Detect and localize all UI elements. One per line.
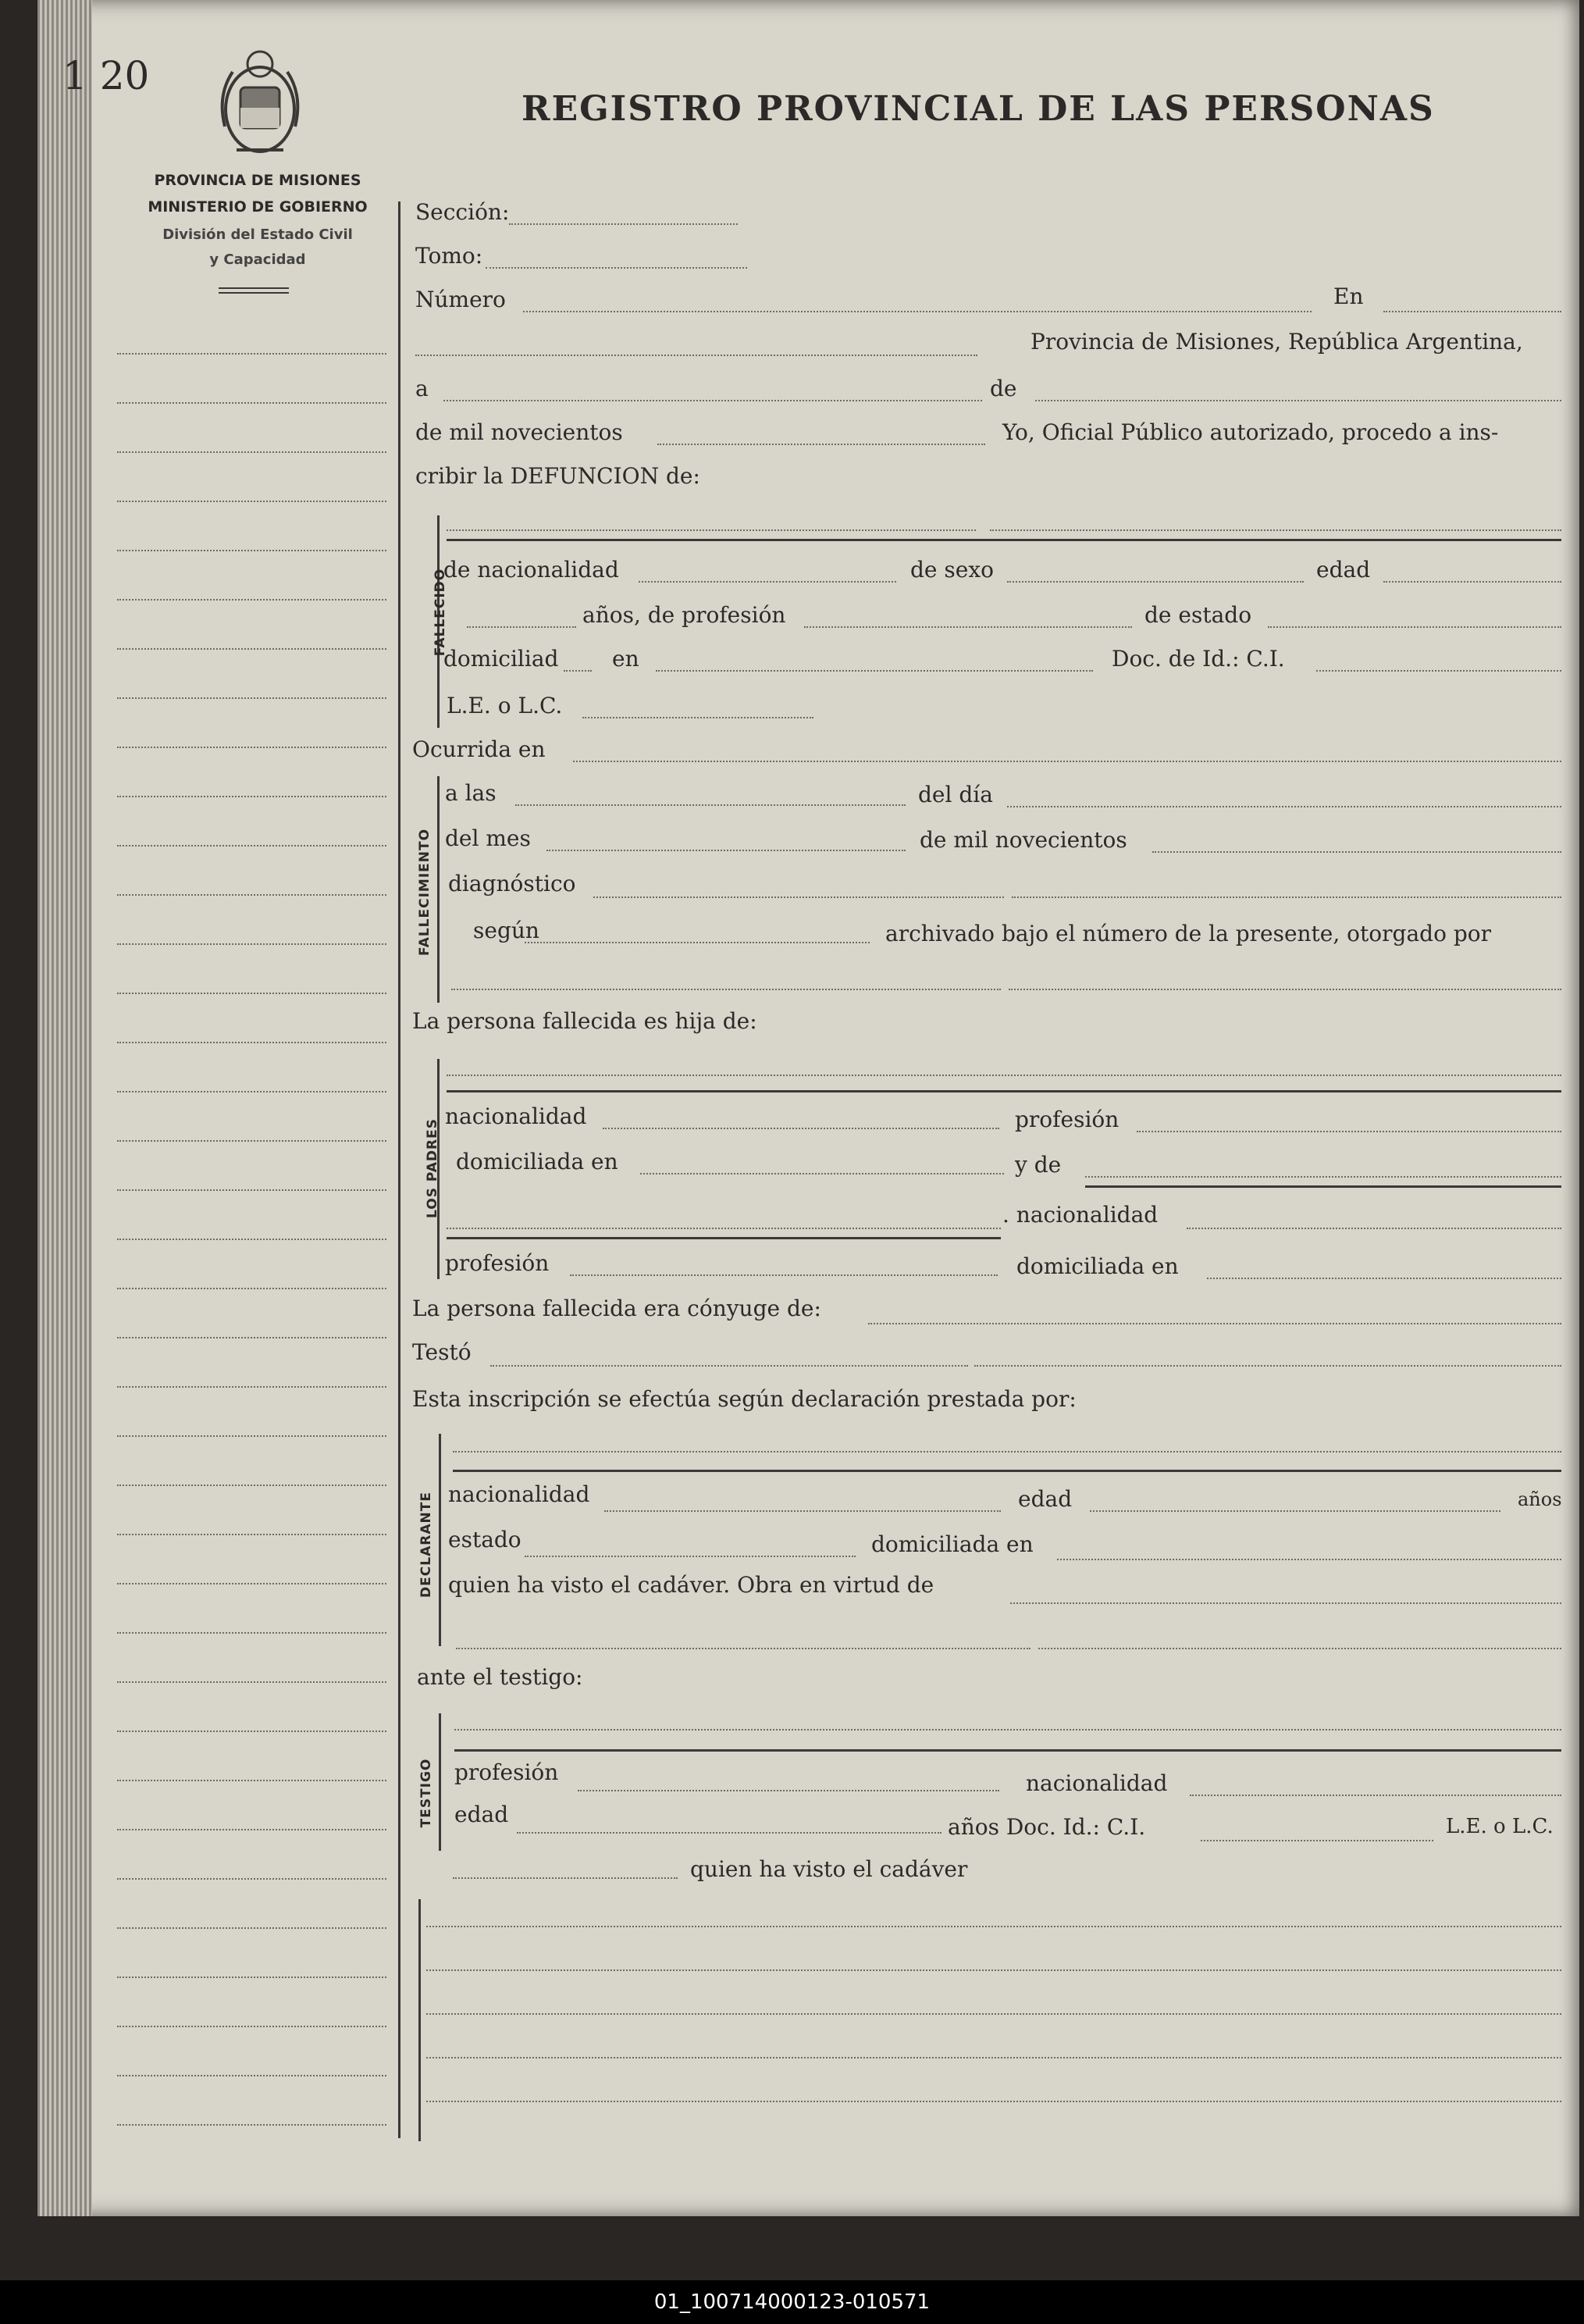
margin-note-line[interactable]	[117, 1091, 386, 1092]
madre-nacionalidad-field[interactable]	[1187, 1228, 1561, 1229]
padre-profesion-field[interactable]	[1137, 1131, 1561, 1132]
testigo-nombre-field[interactable]	[454, 1729, 1561, 1731]
margin-note-line[interactable]	[117, 1435, 386, 1437]
declarante-nacionalidad-label: nacionalidad	[448, 1481, 590, 1507]
margin-note-line[interactable]	[117, 501, 386, 502]
doc-label: Doc. de Id.: C.I.	[1112, 646, 1285, 672]
segun-label: según	[473, 918, 539, 943]
place-field[interactable]	[415, 355, 977, 356]
ci-field[interactable]	[1316, 670, 1561, 672]
madre-profesion-label: profesión	[445, 1250, 550, 1276]
page-edges	[37, 0, 92, 2216]
fallecido-side-label: FALLECIDO	[432, 568, 448, 657]
mes-field[interactable]	[546, 850, 906, 851]
cribir-label: cribir la DEFUNCION de:	[415, 463, 700, 489]
declarante-edad-label: edad	[1018, 1486, 1073, 1512]
year-field[interactable]	[657, 444, 985, 445]
header-underline	[219, 287, 289, 289]
padre-domicilio-field[interactable]	[640, 1173, 1004, 1174]
a-las-label: a las	[445, 780, 497, 806]
note-line[interactable]	[426, 2101, 1561, 2102]
sexo-label: de sexo	[910, 557, 994, 583]
domiciliad-suffix-field[interactable]	[564, 670, 592, 672]
edad-label: edad	[1316, 557, 1371, 583]
de-field[interactable]	[1035, 400, 1561, 401]
note-line[interactable]	[426, 1969, 1561, 1971]
padre-nacionalidad-field[interactable]	[603, 1128, 999, 1129]
margin-note-line[interactable]	[117, 1681, 386, 1683]
margin-note-line[interactable]	[117, 993, 386, 994]
estado-label: de estado	[1144, 602, 1252, 628]
le-lc-label: L.E. o L.C.	[447, 693, 563, 718]
madre-profesion-field[interactable]	[570, 1274, 998, 1276]
madre-nacionalidad-label: . nacionalidad	[1002, 1202, 1159, 1228]
declarante-rule	[453, 1470, 1561, 1472]
note-line[interactable]	[426, 2013, 1561, 2015]
en-label: En	[1333, 283, 1364, 309]
declarante-nacionalidad-field[interactable]	[604, 1510, 1001, 1512]
declarante-estado-label: estado	[448, 1527, 521, 1552]
margin-note-line[interactable]	[117, 796, 386, 797]
margin-note-line[interactable]	[117, 353, 386, 355]
margin-note-line[interactable]	[117, 1239, 386, 1240]
declarante-bracket	[439, 1434, 441, 1646]
tomo-label: Tomo:	[415, 243, 483, 269]
ante-testigo-label: ante el testigo:	[417, 1664, 583, 1690]
testigo-quien-label: quien ha visto el cadáver	[690, 1856, 968, 1882]
seccion-label: Sección:	[415, 199, 510, 225]
madre-rule-2	[447, 1237, 1001, 1239]
margin-note-line[interactable]	[117, 1288, 386, 1289]
sexo-field[interactable]	[1007, 581, 1304, 583]
margin-note-line[interactable]	[117, 845, 386, 847]
margin-note-line[interactable]	[117, 2026, 386, 2027]
otorgado-field-1[interactable]	[451, 989, 1001, 990]
testo-field-2[interactable]	[974, 1365, 1561, 1367]
margin-note-line[interactable]	[117, 1189, 386, 1191]
margin-note-line[interactable]	[117, 1976, 386, 1978]
testigo-edad-label: edad	[454, 1802, 509, 1827]
note-line[interactable]	[426, 2057, 1561, 2058]
margin-note-line[interactable]	[117, 1534, 386, 1535]
margin-note-line[interactable]	[117, 1386, 386, 1388]
margin-note-line[interactable]	[117, 1485, 386, 1486]
testigo-rule	[454, 1749, 1561, 1752]
hija-de-label: La persona fallecida es hija de:	[412, 1008, 757, 1034]
margin-note-line[interactable]	[117, 1042, 386, 1043]
segun-field[interactable]	[525, 942, 870, 943]
y-de-label: y de	[1015, 1152, 1062, 1178]
del-dia-label: del día	[918, 782, 993, 807]
margin-note-line[interactable]	[117, 550, 386, 551]
margin-note-line[interactable]	[117, 2124, 386, 2126]
margin-note-line[interactable]	[117, 648, 386, 650]
declarante-domicilio-field[interactable]	[1057, 1559, 1561, 1560]
margin-note-line[interactable]	[117, 1927, 386, 1929]
madre-domiciliada-label: domiciliada en	[1016, 1253, 1179, 1279]
diagnostico-field-2[interactable]	[1012, 896, 1561, 898]
name-rule	[447, 539, 1561, 541]
declarante-extra-field-1[interactable]	[456, 1648, 1030, 1649]
ministry-label: MINISTERIO DE GOBIERNO	[148, 198, 368, 216]
testigo-side-label: TESTIGO	[418, 1758, 434, 1828]
padres-side-label: LOS PADRES	[425, 1118, 440, 1218]
margin-note-line[interactable]	[117, 1878, 386, 1880]
declarante-edad-field[interactable]	[1090, 1510, 1500, 1512]
le-lc-field[interactable]	[582, 717, 813, 718]
margin-note-line[interactable]	[117, 894, 386, 896]
hora-field[interactable]	[515, 804, 906, 806]
margin-note-line[interactable]	[117, 1731, 386, 1732]
estado-field[interactable]	[1268, 626, 1561, 628]
padre-nacionalidad-label: nacionalidad	[445, 1103, 587, 1129]
declarante-nombre-field[interactable]	[453, 1451, 1561, 1452]
de-mil-novecientos-label: de mil novecientos	[920, 827, 1127, 853]
margin-divider	[398, 201, 400, 2138]
madre-nombre-field-1[interactable]	[1085, 1176, 1561, 1178]
testigo-nacionalidad-label: nacionalidad	[1026, 1770, 1168, 1796]
declarante-side-label: DECLARANTE	[418, 1492, 434, 1598]
notes-bracket	[418, 1899, 421, 2141]
madre-rule	[1085, 1185, 1561, 1188]
name-field-2[interactable]	[990, 529, 1561, 531]
testigo-edad-field[interactable]	[517, 1832, 942, 1834]
testo-field-1[interactable]	[490, 1365, 968, 1367]
dia-field[interactable]	[1007, 806, 1561, 807]
margin-note-line[interactable]	[117, 1337, 386, 1338]
a-label: a	[415, 376, 429, 401]
division-label-1: División del Estado Civil	[162, 226, 353, 243]
declaracion-label: Esta inscripción se efectúa según declaración prestada por:	[412, 1386, 1077, 1412]
fallecimiento-side-label: FALLECIMIENTO	[417, 828, 432, 956]
declarante-estado-field[interactable]	[525, 1556, 856, 1557]
testo-label: Testó	[412, 1339, 472, 1365]
margin-note-line[interactable]	[117, 599, 386, 601]
madre-nombre-field-2[interactable]	[447, 1228, 1001, 1229]
testigo-le-lc-field[interactable]	[453, 1877, 678, 1879]
testigo-nacionalidad-field[interactable]	[1190, 1795, 1561, 1796]
testigo-ci-field[interactable]	[1201, 1840, 1433, 1841]
numero-field[interactable]	[523, 311, 1312, 312]
anos-field[interactable]	[467, 626, 576, 628]
fallecido-nacionalidad-label: de nacionalidad	[443, 557, 619, 583]
margin-note-line[interactable]	[117, 747, 386, 748]
archivado-label: archivado bajo el número de la presente, otorgado por	[885, 921, 1491, 946]
domicilio-field[interactable]	[656, 670, 1093, 672]
edad-field[interactable]	[1383, 581, 1561, 583]
fallecido-nacionalidad-field[interactable]	[639, 581, 896, 583]
declarante-anos-label: años	[1518, 1488, 1562, 1510]
margin-note-line[interactable]	[117, 1140, 386, 1142]
domicilio-en-label: en	[612, 646, 639, 672]
oficial-label: Yo, Oficial Público autorizado, procedo a ins-	[1002, 419, 1499, 445]
del-mes-label: del mes	[445, 825, 531, 851]
header-underline-2	[219, 292, 289, 294]
ocurrida-label: Ocurrida en	[412, 736, 546, 762]
en-field[interactable]	[1383, 311, 1561, 312]
conyuge-label: La persona fallecida era cónyuge de:	[412, 1296, 821, 1321]
declarante-extra-field-2[interactable]	[1038, 1648, 1561, 1649]
numero-label: Número	[415, 287, 506, 312]
coat-of-arms-emblem	[209, 41, 311, 166]
margin-note-line[interactable]	[117, 1829, 386, 1830]
padre-profesion-label: profesión	[1015, 1107, 1119, 1132]
madre-domicilio-field[interactable]	[1207, 1278, 1561, 1279]
margin-note-line[interactable]	[117, 1583, 386, 1584]
margin-note-line[interactable]	[117, 943, 386, 945]
province-label: PROVINCIA DE MISIONES	[154, 172, 361, 189]
testigo-profesion-label: profesión	[454, 1759, 559, 1785]
margin-note-line[interactable]	[117, 402, 386, 404]
division-label-2: y Capacidad	[209, 251, 306, 268]
padre-rule	[447, 1090, 1561, 1092]
otorgado-field-2[interactable]	[1009, 989, 1561, 990]
declarante-domiciliada-label: domiciliada en	[871, 1531, 1034, 1557]
margin-note-line[interactable]	[117, 2075, 386, 2076]
declarante-virtud-field[interactable]	[1010, 1602, 1561, 1604]
testigo-profesion-field[interactable]	[578, 1790, 999, 1791]
a-field[interactable]	[443, 400, 982, 401]
margin-note-line[interactable]	[117, 697, 386, 699]
footer-id: 01_100714000123-010571	[0, 2280, 1584, 2324]
testigo-bracket	[439, 1713, 441, 1851]
ocurrida-field[interactable]	[573, 761, 1561, 762]
anio-fallecimiento-field[interactable]	[1152, 851, 1561, 853]
fallecimiento-bracket	[437, 776, 440, 1003]
margin-note-line[interactable]	[117, 1780, 386, 1781]
de-label: de	[990, 376, 1017, 401]
form-title: REGISTRO PROVINCIAL DE LAS PERSONAS	[521, 89, 1435, 129]
seccion-field[interactable]	[509, 223, 738, 225]
testigo-le-lc-label: L.E. o L.C.	[1446, 1815, 1554, 1838]
name-field-1[interactable]	[447, 529, 976, 531]
domiciliad-label: domiciliad	[443, 646, 559, 672]
diagnostico-label: diagnóstico	[448, 871, 576, 896]
conyuge-field[interactable]	[868, 1323, 1561, 1324]
margin-note-line[interactable]	[117, 451, 386, 453]
testigo-anos-doc-label: años Doc. Id.: C.I.	[948, 1814, 1146, 1840]
margin-note-line[interactable]	[117, 1632, 386, 1634]
padre-domiciliada-label: domiciliada en	[456, 1149, 618, 1174]
profesion-field[interactable]	[804, 626, 1132, 628]
provincia-label: Provincia de Misiones, República Argentina,	[1030, 329, 1523, 355]
tomo-field[interactable]	[486, 267, 747, 269]
page-number: 1 20	[62, 53, 150, 98]
diagnostico-field-1[interactable]	[593, 896, 1004, 898]
de-mil-label: de mil novecientos	[415, 419, 623, 445]
declarante-quien-label: quien ha visto el cadáver. Obra en virtud de	[448, 1572, 934, 1598]
padre-nombre-field[interactable]	[447, 1075, 1561, 1076]
note-line[interactable]	[426, 1926, 1561, 1927]
anos-profesion-label: años, de profesión	[582, 602, 786, 628]
